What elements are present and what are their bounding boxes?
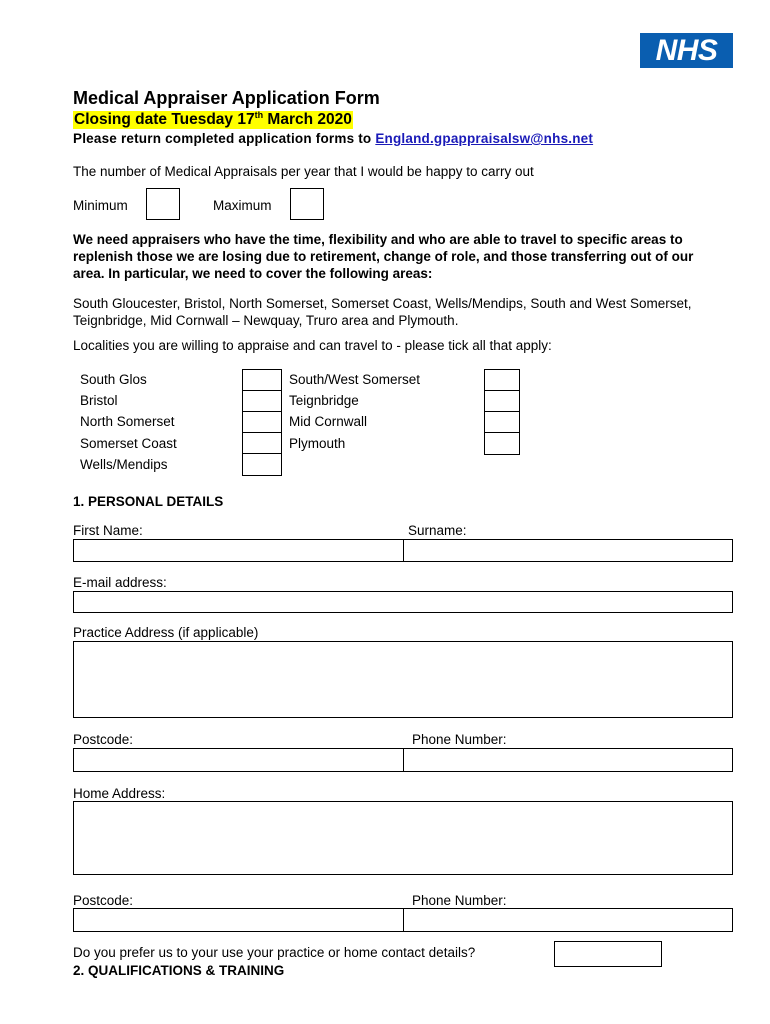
home-phone-label: Phone Number:	[412, 893, 507, 908]
practice-phone-input[interactable]	[404, 748, 733, 772]
locality-label-teignbridge: Teignbridge	[289, 393, 359, 408]
locality-label-somerset-coast: Somerset Coast	[80, 436, 177, 451]
locality-label-south-west-somerset: South/West Somerset	[289, 372, 421, 387]
locality-checkbox-north-somerset[interactable]	[242, 411, 282, 433]
return-text: Please return completed application forms to	[73, 131, 376, 146]
first-name-label: First Name:	[73, 523, 143, 538]
areas-list-text: South Gloucester, Bristol, North Somerset, Somerset Coast, Wells/Mendips, South and West Somerset, Teignbridge, Mid Cornwall – Newquay, Truro area and Plymouth.	[73, 296, 692, 328]
personal-details-heading: 1. PERSONAL DETAILS	[73, 494, 224, 509]
name-row	[73, 539, 733, 562]
practice-postcode-label: Postcode:	[73, 732, 134, 747]
locality-label-mid-cornwall: Mid Cornwall	[289, 414, 368, 429]
surname-label: Surname:	[408, 523, 467, 538]
home-address-input[interactable]	[73, 801, 733, 875]
practice-postcode-phone-row	[73, 748, 733, 772]
contact-preference-question: Do you prefer us to your use your practice or home contact details?	[73, 945, 476, 960]
home-address-label: Home Address:	[73, 786, 166, 801]
locality-checkbox-south-west-somerset[interactable]	[484, 369, 520, 391]
localities-prompt: Localities you are willing to appraise and can travel to - please tick all that apply:	[73, 338, 552, 353]
locality-label-north-somerset: North Somerset	[80, 414, 175, 429]
locality-label-south-glos: South Glos	[80, 372, 147, 387]
locality-checkbox-wells-mendips[interactable]	[242, 453, 282, 476]
home-phone-input[interactable]	[404, 908, 733, 932]
locality-checkbox-bristol[interactable]	[242, 390, 282, 412]
locality-checkbox-teignbridge[interactable]	[484, 390, 520, 412]
locality-checkbox-somerset-coast[interactable]	[242, 432, 282, 454]
home-postcode-input[interactable]	[73, 908, 404, 932]
qualifications-heading: 2. QUALIFICATIONS & TRAINING	[73, 963, 285, 978]
locality-label-wells-mendips: Wells/Mendips	[80, 457, 168, 472]
email-input[interactable]	[73, 591, 733, 613]
practice-postcode-input[interactable]	[73, 748, 404, 772]
nhs-logo: NHS	[640, 33, 733, 68]
locality-label-bristol: Bristol	[80, 393, 118, 408]
locality-checkbox-plymouth[interactable]	[484, 432, 520, 455]
return-email-link[interactable]: England.gpappraisalsw@nhs.net	[375, 131, 594, 146]
maximum-label: Maximum	[213, 198, 272, 213]
contact-preference-input[interactable]	[554, 941, 662, 967]
email-label: E-mail address:	[73, 575, 167, 590]
home-postcode-phone-row	[73, 908, 733, 932]
maximum-input[interactable]	[290, 188, 324, 220]
locality-checkbox-south-glos[interactable]	[242, 369, 282, 391]
practice-phone-label: Phone Number:	[412, 732, 507, 747]
practice-address-label: Practice Address (if applicable)	[73, 625, 259, 640]
closing-date-suffix: March 2020	[263, 111, 352, 128]
form-title: Medical Appraiser Application Form	[73, 88, 380, 108]
home-postcode-label: Postcode:	[73, 893, 134, 908]
minimum-input[interactable]	[146, 188, 180, 220]
minimum-label: Minimum	[73, 198, 128, 213]
appraisers-needed-notice: We need appraisers who have the time, flexibility and who are able to travel to specific areas to replenish those we are losing due to retirement, change of role, and those transferring out of our area. In particular, we need to cover the following areas:	[73, 232, 694, 281]
first-name-input[interactable]	[73, 539, 404, 562]
appraisals-question: The number of Medical Appraisals per year that I would be happy to carry out	[73, 164, 534, 179]
return-instructions	[73, 131, 593, 146]
surname-input[interactable]	[404, 539, 733, 562]
locality-label-plymouth: Plymouth	[289, 436, 346, 451]
closing-date-sup: th	[254, 110, 264, 120]
locality-checkbox-mid-cornwall[interactable]	[484, 411, 520, 433]
practice-address-input[interactable]	[73, 641, 733, 718]
closing-date-prefix: Closing date Tuesday 17	[74, 111, 255, 128]
closing-date	[73, 111, 353, 129]
